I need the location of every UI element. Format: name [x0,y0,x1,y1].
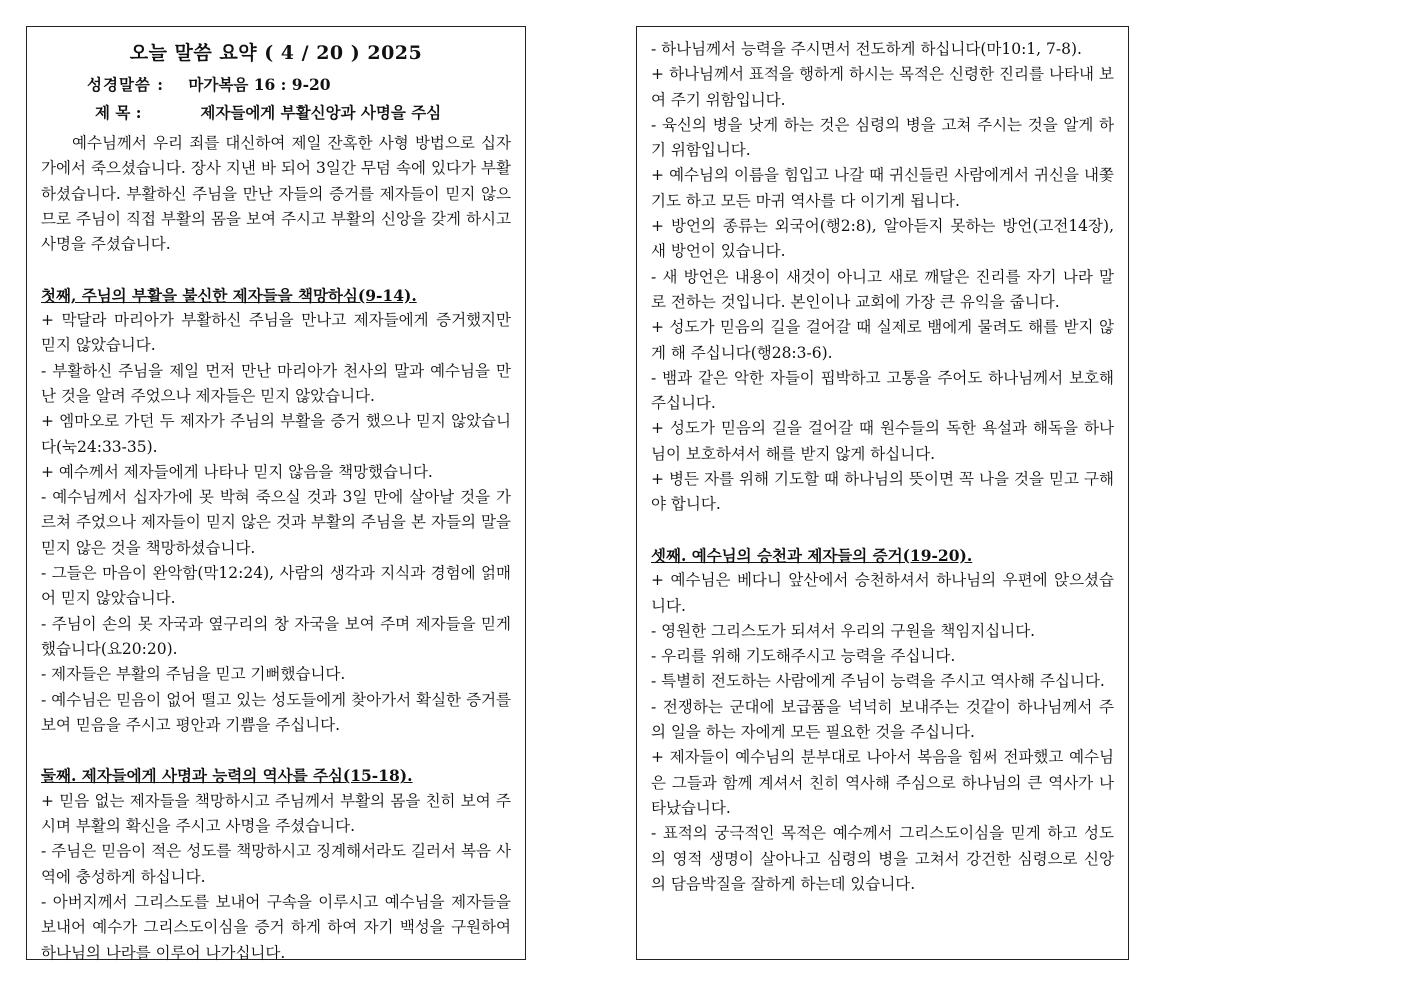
section2-item: - 새 방언은 내용이 새것이 아니고 새로 깨달은 진리를 자기 나라 말로 전하는 것입니다. 본인이나 교회에 가장 큰 유익을 줍니다. [651,267,1114,311]
spacer [41,257,511,282]
section1-item: - 제자들은 부활의 주님을 믿고 기뻐했습니다. [41,665,346,684]
section1-item: - 예수님께서 십자가에 못 박혀 죽으실 것과 3일 만에 살아날 것을 가르쳐 주었으나 제자들이 믿지 않은 것과 부활의 주님을 본 자들의 말을 믿지 않은 것을 책망하셨습니다. [41,488,511,557]
section3-item: + 제자들이 예수님의 분부대로 나아서 복음을 힘써 전파했고 예수님은 그들과 함께 계셔서 친히 역사해 주심으로 하나님의 큰 역사가 나타났습니다. [651,748,1114,817]
right-panel [636,26,1129,960]
subject-row [41,99,511,127]
section1-item: - 부활하신 주님을 제일 먼저 만난 마리아가 천사의 말과 예수님을 만난 것을 알려 주었으나 제자들은 믿지 않았습니다. [41,361,511,405]
section1-heading: 첫째, 주님의 부활을 불신한 제자들을 책망하심(9-14). [41,285,417,305]
section2-item: - 육신의 병을 낫게 하는 것은 심령의 병을 고쳐 주시는 것을 알게 하기 위함입니다. [651,115,1114,160]
section2-item: + 믿음 없는 제자들을 책망하시고 주님께서 부활의 몸을 친히 보여 주시며 부활의 확신을 주시고 사명을 주셨습니다. [41,791,511,836]
section1-item: - 주님이 손의 못 자국과 옆구리의 창 자국을 보여 주며 제자들을 믿게 했습니다(요20:20). [41,614,511,658]
section2-item: + 하나님께서 표적을 행하게 하시는 목적은 신령한 진리를 나타내 보여 주기 위함입니다. [651,65,1114,109]
left-panel [26,26,526,960]
section1-item: + 막달라 마리아가 부활하신 주님을 만나고 제자들에게 증거했지만 믿지 않았습니다. [41,311,511,355]
subject-label: 제 목 : [95,103,142,122]
section3-item: - 영원한 그리스도가 되셔서 우리의 구원을 책임지십니다. [651,621,1036,640]
section2-item: - 아버지께서 그리스도를 보내어 구속을 이루시고 예수님을 제자들을 보내어 예수가 그리스도이심을 증거 하게 하여 자기 백성을 구원하여 하나님의 나라를 이루어 나가십니다. [41,892,511,962]
intro-paragraph: 예수님께서 우리 죄를 대신하여 제일 잔혹한 사형 방법으로 십자가에서 죽으셨습니다. 장사 지낸 바 되어 3일간 무덤 속에 있다가 부활하셨습니다. 부활하신 주님을 만난 자들의 증거를 제자들이 믿지 않으므로 주님이 직접 부활의 몸을 보여 주시고 부활의 신앙을 갖게 하시고 사명을 주셨습니다. [41,134,511,254]
section3-item: - 전쟁하는 군대에 보급품을 넉넉히 보내주는 것같이 하나님께서 주의 일을 하는 자에게 모든 필요한 것을 주십니다. [651,697,1114,742]
section3-item: - 특별히 전도하는 사람에게 주님이 능력을 주시고 역사해 주십니다. [651,672,1105,691]
section3-item: - 표적의 궁극적인 목적은 예수께서 그리스도이심을 믿게 하고 성도의 영적 생명이 살아나고 심령의 병을 고쳐서 강건한 심령으로 신앙의 담음박질을 잘하게 하는데 있습니다. [651,824,1114,893]
section3-item: + 예수님은 베다니 앞산에서 승천하셔서 하나님의 우편에 앉으셨습니다. [651,571,1114,615]
section1-item: + 예수께서 제자들에게 나타나 믿지 않음을 책망했습니다. [41,462,433,481]
section3-heading: 셋째. 예수님의 승천과 제자들의 증거(19-20). [651,545,973,565]
spacer [651,518,1114,543]
sermon-subject: 제자들에게 부활신앙과 사명을 주심 [200,103,442,122]
section2-item: + 성도가 믿음의 길을 걸어갈 때 원수들의 독한 욕설과 해독을 하나님이 보호하셔서 해를 받지 않게 하십니다. [651,419,1114,463]
bulletin-title: 오늘 말씀 요약 ( 4 / 20 ) 2025 [129,42,423,64]
section3-item: - 우리를 위해 기도해주시고 능력을 주십니다. [651,647,956,666]
scripture-label: 성경말씀 : [87,75,165,94]
scripture-reference: 마가복음 16 : 9-20 [188,75,331,94]
section2-item: + 성도가 믿음의 길을 걸어갈 때 실제로 뱀에게 물려도 해를 받지 않게 해 주십니다(행28:3-6). [651,318,1114,362]
section2-heading: 둘째. 제자들에게 사명과 능력의 역사를 주심(15-18). [41,766,413,786]
section2-item: - 주님은 믿음이 적은 성도를 책망하시고 징계해서라도 길러서 복음 사역에 충성하게 하십니다. [41,842,511,886]
scripture-row [41,71,511,99]
spacer [41,738,511,763]
section2-item: + 방언의 종류는 외국어(행2:8), 알아듣지 못하는 방언(고전14장), 새 방언이 있습니다. [651,217,1114,261]
section2-item: - 하나님께서 능력을 주시면서 전도하게 하십니다(마10:1, 7-8). [651,40,1082,58]
section1-item: - 예수님은 믿음이 없어 떨고 있는 성도들에게 찾아가서 확실한 증거를 보여 믿음을 주시고 평안과 기쁨을 주십니다. [41,690,511,734]
section2-item: + 병든 자를 위해 기도할 때 하나님의 뜻이면 꼭 나을 것을 믿고 구해야 합니다. [651,470,1114,514]
section1-item: - 그들은 마음이 완악함(막12:24), 사람의 생각과 지식과 경험에 얽매어 믿지 않았습니다. [41,564,511,608]
section2-item: + 예수님의 이름을 힘입고 나갈 때 귀신들린 사람에게서 귀신을 내쫓기도 하고 모든 마귀 역사를 다 이기게 됩니다. [651,166,1114,210]
section1-item: + 엠마오로 가던 두 제자가 주님의 부활을 증거 했으나 믿지 않았습니다(눅24:33-35). [41,412,511,456]
section2-item: - 뱀과 같은 악한 자들이 핍박하고 고통을 주어도 하나님께서 보호해 주십니다. [651,368,1114,413]
